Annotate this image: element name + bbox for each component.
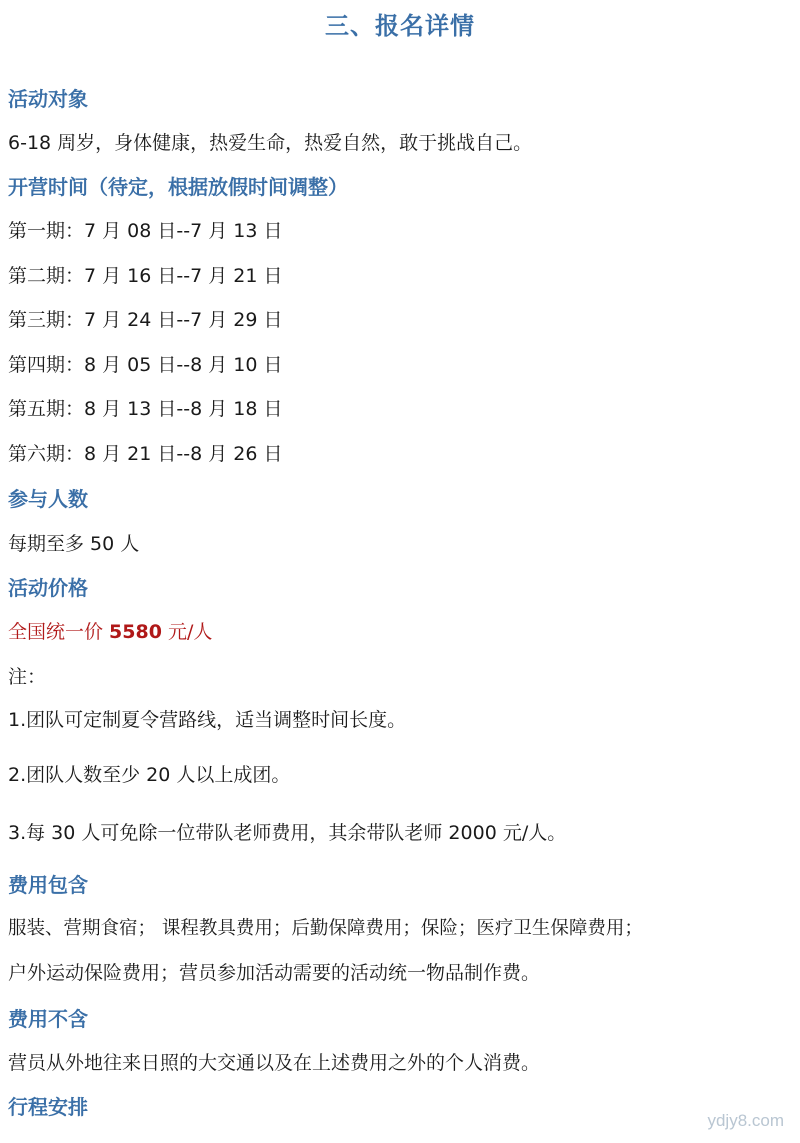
included-line-2: 户外运动保险费用；营员参加活动需要的活动统一物品制作费。 — [8, 962, 541, 984]
excluded-heading: 费用不含 — [8, 1007, 88, 1031]
schedule-period-4: 第四期：8 月 05 日--8 月 10 日 — [8, 354, 283, 376]
page-title: 三、报名详情 — [325, 12, 475, 40]
watermark: ydjy8.com — [707, 1111, 784, 1130]
schedule-heading: 开营时间（待定，根据放假时间调整） — [8, 175, 348, 199]
price-note-label: 注： — [8, 666, 47, 688]
price-note-3: 3.每 30 人可免除一位带队老师费用，其余带队老师 2000 元/人。 — [8, 822, 567, 844]
price-amount: 5580 — [109, 621, 162, 643]
included-heading: 费用包含 — [8, 873, 88, 897]
participants-text: 每期至多 50 人 — [8, 533, 140, 555]
excluded-text: 营员从外地往来日照的大交通以及在上述费用之外的个人消费。 — [8, 1052, 541, 1074]
schedule-period-5: 第五期：8 月 13 日--8 月 18 日 — [8, 398, 283, 420]
schedule-period-6: 第六期：8 月 21 日--8 月 26 日 — [8, 443, 283, 465]
price-note-1: 1.团队可定制夏令营路线，适当调整时间长度。 — [8, 709, 407, 731]
schedule-period-1: 第一期：7 月 08 日--7 月 13 日 — [8, 220, 283, 242]
schedule-period-2: 第二期：7 月 16 日--7 月 21 日 — [8, 265, 283, 287]
target-heading: 活动对象 — [8, 87, 88, 111]
price-text — [8, 619, 212, 645]
price-heading: 活动价格 — [8, 576, 88, 600]
price-prefix: 全国统一价 — [8, 621, 110, 643]
target-text: 6-18 周岁，身体健康，热爱生命，热爱自然，敢于挑战自己。 — [8, 132, 533, 154]
schedule-period-3: 第三期：7 月 24 日--7 月 29 日 — [8, 309, 283, 331]
price-note-2: 2.团队人数至少 20 人以上成团。 — [8, 764, 291, 786]
itinerary-heading: 行程安排 — [8, 1095, 88, 1119]
participants-heading: 参与人数 — [8, 487, 88, 511]
included-line-1: 服装、营期食宿； 课程教具费用；后勤保障费用；保险；医疗卫生保障费用； — [8, 918, 643, 939]
price-suffix: 元/人 — [161, 621, 213, 643]
